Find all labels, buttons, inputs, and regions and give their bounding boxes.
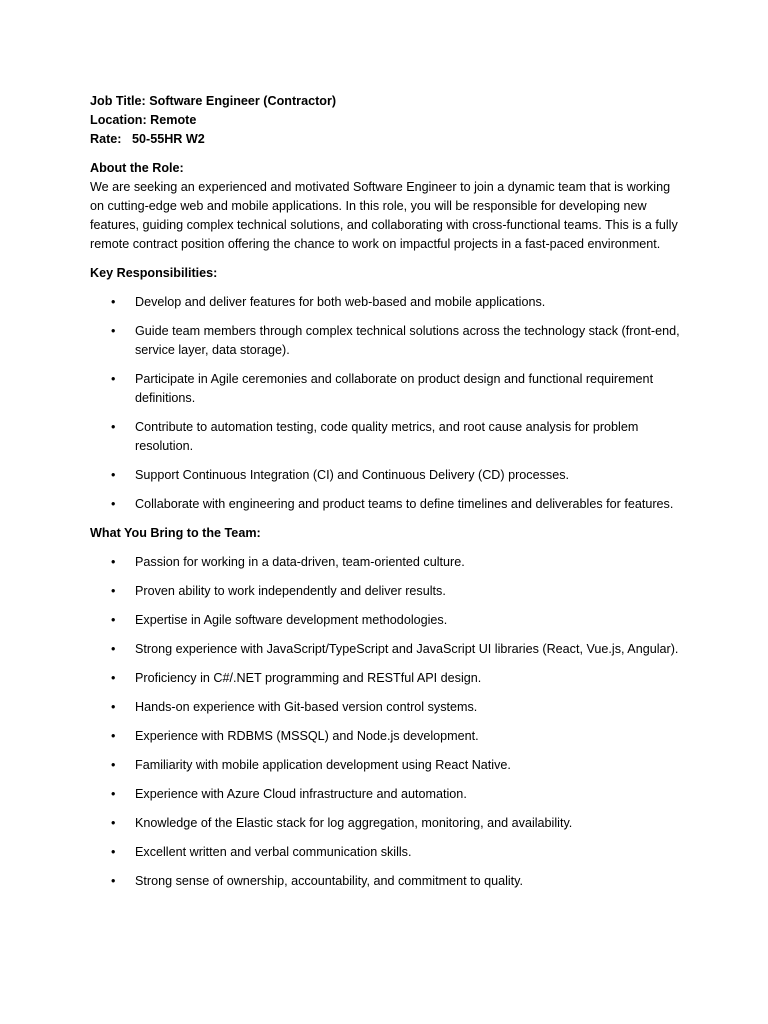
list-item (90, 370, 680, 408)
list-item-text: Familiarity with mobile application development using React Native. (135, 758, 511, 772)
list-item-text: Guide team members through complex technical solutions across the technology stack (front-end, service layer, data storage). (135, 324, 680, 357)
rate-value: 50-55HR W2 (132, 132, 205, 146)
document-content (90, 92, 680, 891)
bullet-icon: • (111, 468, 116, 482)
list-item (90, 669, 680, 688)
bullet-icon: • (111, 816, 116, 830)
list-item-text: Passion for working in a data-driven, team-oriented culture. (135, 555, 465, 569)
list-item-text: Expertise in Agile software development methodologies. (135, 613, 448, 627)
bullet-icon: • (111, 671, 116, 685)
list-item-text: Strong experience with JavaScript/TypeScript and JavaScript UI libraries (React, Vue.js, Angular). (135, 642, 679, 656)
list-item (90, 814, 680, 833)
bullet-icon: • (111, 295, 116, 309)
list-item (90, 698, 680, 717)
bullet-icon: • (111, 584, 116, 598)
bullet-icon: • (111, 613, 116, 627)
list-item-text: Participate in Agile ceremonies and collaborate on product design and functional requirement definitions. (135, 372, 654, 405)
list-item (90, 727, 680, 746)
rate-label: Rate: (90, 132, 122, 146)
bullet-icon: • (111, 497, 116, 511)
list-item (90, 553, 680, 572)
list-item-text: Experience with Azure Cloud infrastructure and automation. (135, 787, 467, 801)
bullet-icon: • (111, 729, 116, 743)
list-item-text: Proficiency in C#/.NET programming and RESTful API design. (135, 671, 482, 685)
list-item (90, 418, 680, 456)
bullet-icon: • (111, 420, 116, 434)
list-item-text: Collaborate with engineering and product teams to define timelines and deliverables for features. (135, 497, 674, 511)
list-item (90, 466, 680, 485)
job-rate (90, 130, 680, 149)
about-role-heading: About the Role: (90, 161, 184, 175)
qualifications-list (90, 553, 680, 891)
bullet-icon: • (111, 642, 116, 656)
list-item (90, 872, 680, 891)
list-item (90, 322, 680, 360)
bullet-icon: • (111, 555, 116, 569)
list-item (90, 640, 680, 659)
bullet-icon: • (111, 758, 116, 772)
list-item (90, 611, 680, 630)
bullet-icon: • (111, 372, 116, 386)
list-item (90, 785, 680, 804)
responsibilities-list (90, 293, 680, 514)
list-item (90, 843, 680, 862)
job-location: Location: Remote (90, 113, 197, 127)
bullet-icon: • (111, 787, 116, 801)
list-item-text: Develop and deliver features for both web-based and mobile applications. (135, 295, 546, 309)
list-item-text: Proven ability to work independently and deliver results. (135, 584, 446, 598)
list-item (90, 582, 680, 601)
bullet-icon: • (111, 845, 116, 859)
bullet-icon: • (111, 324, 116, 338)
list-item (90, 756, 680, 775)
list-item (90, 293, 680, 312)
bullet-icon: • (111, 700, 116, 714)
what-you-bring-heading: What You Bring to the Team: (90, 526, 261, 540)
about-role-text: We are seeking an experienced and motivated Software Engineer to join a dynamic team that is working on cutting-edge web and mobile applications. In this role, you will be responsible for developing new features, guiding complex technical solutions, and collaborating with cross-functional teams. This is a fully remote contract position offering the chance to work on impactful projects in a fast-paced environment. (90, 180, 678, 251)
list-item-text: Strong sense of ownership, accountability, and commitment to quality. (135, 874, 524, 888)
key-responsibilities-heading: Key Responsibilities: (90, 266, 218, 280)
list-item-text: Hands-on experience with Git-based version control systems. (135, 700, 478, 714)
list-item-text: Support Continuous Integration (CI) and Continuous Delivery (CD) processes. (135, 468, 569, 482)
list-item-text: Contribute to automation testing, code quality metrics, and root cause analysis for problem resolution. (135, 420, 639, 453)
list-item-text: Excellent written and verbal communication skills. (135, 845, 412, 859)
list-item (90, 495, 680, 514)
list-item-text: Knowledge of the Elastic stack for log aggregation, monitoring, and availability. (135, 816, 573, 830)
bullet-icon: • (111, 874, 116, 888)
list-item-text: Experience with RDBMS (MSSQL) and Node.js development. (135, 729, 479, 743)
job-title: Job Title: Software Engineer (Contractor) (90, 94, 337, 108)
